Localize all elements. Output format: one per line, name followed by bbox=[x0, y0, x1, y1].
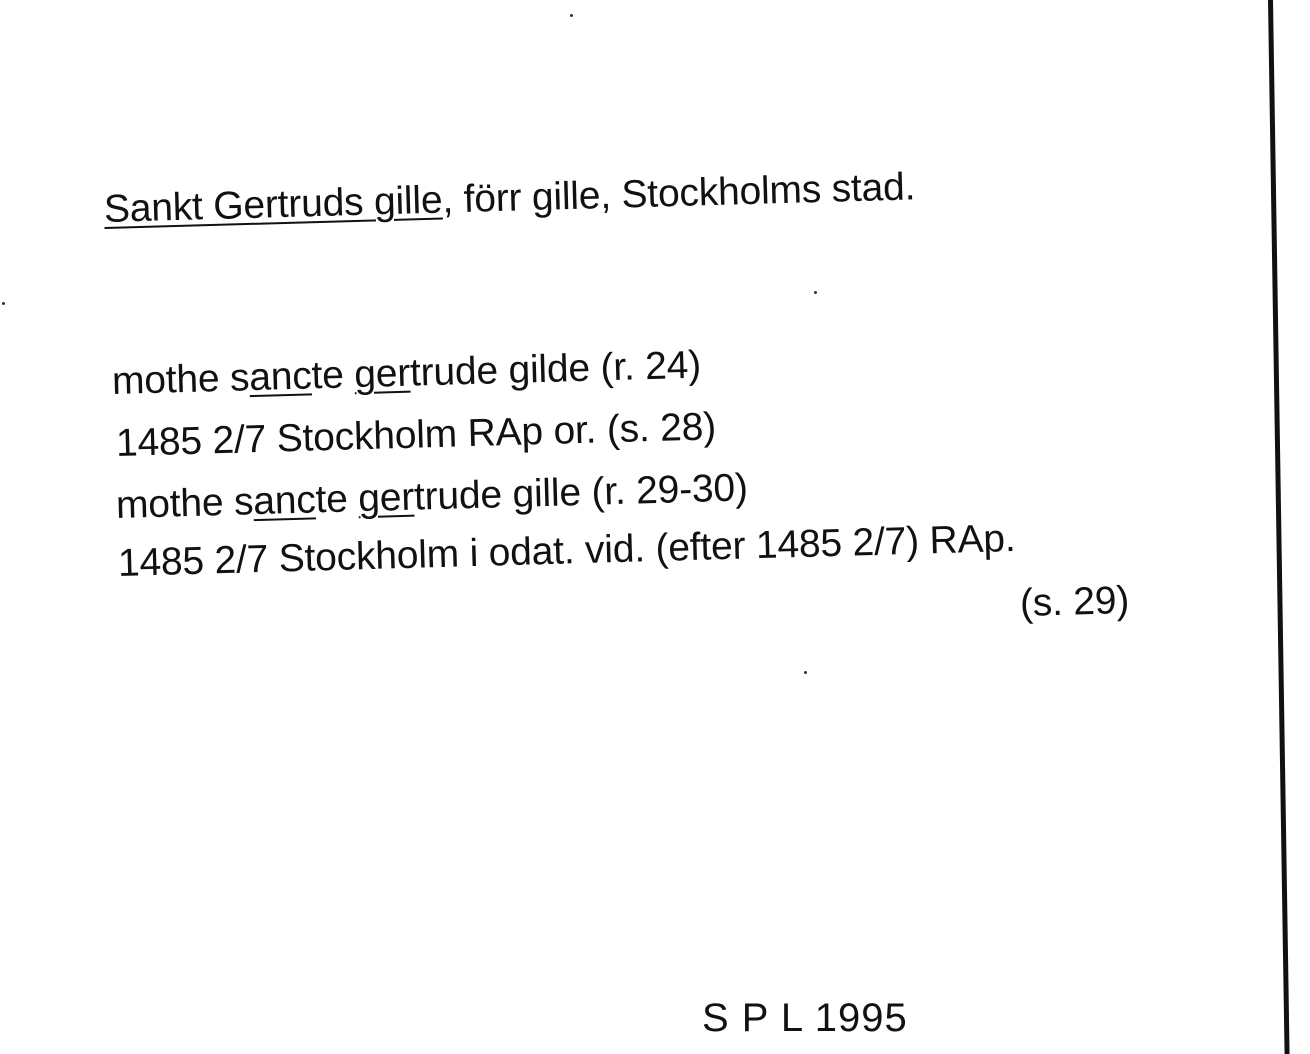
card-edge-line bbox=[1268, 0, 1290, 1054]
heading-rest: , förr gille, Stockholms stad. bbox=[441, 165, 916, 222]
entry-underlined-text: anc bbox=[248, 354, 313, 400]
entry-text: te bbox=[310, 353, 355, 398]
card-heading bbox=[103, 163, 916, 234]
heading-name: Sankt Gertruds gille bbox=[103, 178, 443, 231]
entry-text: trude gilde (r. 24) bbox=[409, 343, 702, 395]
entry-line-1 bbox=[111, 342, 701, 406]
entry-line-5: (s. 29) bbox=[1019, 578, 1130, 625]
entry-text: mothe s bbox=[111, 356, 250, 403]
entry-underlined-text: anc bbox=[252, 478, 317, 524]
scan-speck bbox=[804, 671, 807, 674]
entry-text: trude gille (r. 29-30) bbox=[413, 466, 749, 519]
entry-line-2: 1485 2/7 Stockholm RAp or. (s. 28) bbox=[115, 405, 717, 465]
entry-text: te bbox=[314, 477, 359, 522]
entry-text: mothe s bbox=[115, 480, 254, 527]
entry-line-3 bbox=[115, 464, 748, 530]
entry-underlined-text: ger bbox=[353, 351, 411, 397]
scan-speck bbox=[814, 291, 817, 294]
footer-code: S P L 1995 bbox=[702, 996, 908, 1040]
entry-line-4: 1485 2/7 Stockholm i odat. vid. (efter 1485 2/7) RAp. bbox=[117, 516, 1016, 585]
scan-speck bbox=[2, 302, 5, 305]
scan-speck bbox=[570, 14, 573, 17]
entry-underlined-text: ger bbox=[357, 475, 415, 521]
